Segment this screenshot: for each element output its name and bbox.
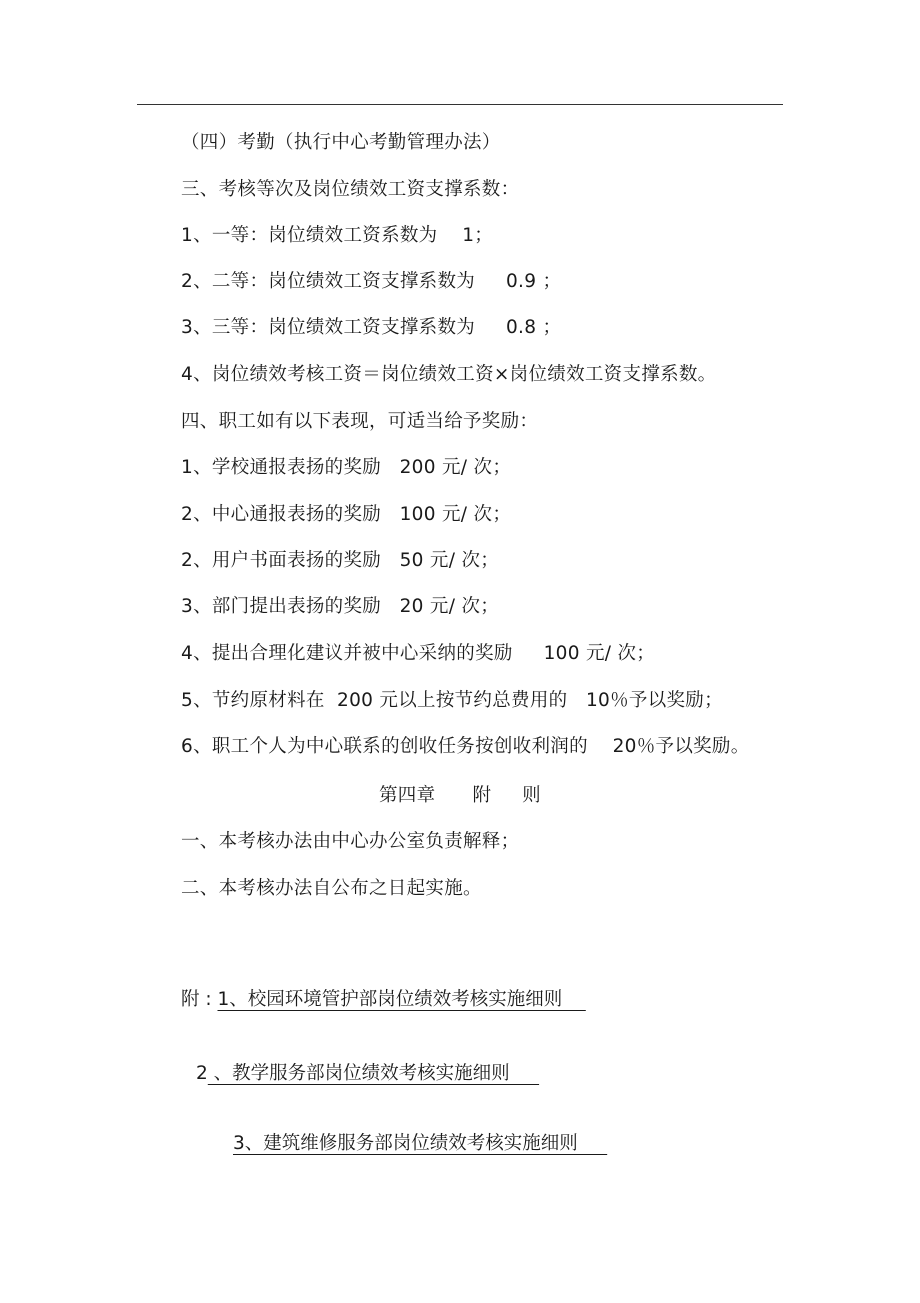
annex-link-2[interactable]: 、教学服务部岗位绩效考核实施细则 xyxy=(207,1063,540,1084)
annex-item-2 xyxy=(196,1063,539,1085)
reward-saving: 5、节约原材料在 200 元以上按节约总费用的 10％予以奖励； xyxy=(181,690,723,711)
reward-center: 2、中心通报表扬的奖励 100 元/ 次； xyxy=(181,504,512,525)
closing-effective: 二、本考核办法自公布之日起实施。 xyxy=(181,878,482,899)
section-grade-heading: 三、考核等次及岗位绩效工资支撑系数： xyxy=(181,179,520,200)
reward-suggestion: 4、提出合理化建议并被中心采纳的奖励 100 元/ 次； xyxy=(181,643,656,664)
grade-second: 2、二等：岗位绩效工资支撑系数为 0.9 ； xyxy=(181,271,562,292)
reward-department: 3、部门提出表扬的奖励 20 元/ 次； xyxy=(181,596,500,617)
annex-link-1[interactable]: 1、校园环境管护部岗位绩效考核实施细则 xyxy=(217,989,586,1010)
annex-item-1 xyxy=(181,989,586,1011)
closing-interpretation: 一、本考核办法由中心办公室负责解释； xyxy=(181,831,520,852)
grade-third: 3、三等：岗位绩效工资支撑系数为 0.8 ； xyxy=(181,317,562,338)
annex-link-3[interactable]: 3、建筑维修服务部岗位绩效考核实施细则 xyxy=(233,1133,608,1154)
reward-school: 1、学校通报表扬的奖励 200 元/ 次； xyxy=(181,457,512,478)
reward-user: 2、用户书面表扬的奖励 50 元/ 次； xyxy=(181,550,500,571)
section-reward-heading: 四、职工如有以下表现，可适当给予奖励： xyxy=(181,411,539,432)
reward-income: 6、职工个人为中心联系的创收任务按创收利润的 20％予以奖励。 xyxy=(181,736,750,757)
header-rule xyxy=(137,104,783,105)
attendance-item: （四）考勤（执行中心考勤管理办法） xyxy=(181,132,501,153)
grade-first: 1、一等：岗位绩效工资系数为 1； xyxy=(181,225,494,246)
chapter-heading: 第四章 附 则 xyxy=(379,785,541,806)
salary-formula: 4、岗位绩效考核工资＝岗位绩效工资×岗位绩效工资支撑系数。 xyxy=(181,364,717,385)
annex-number-2: 2 xyxy=(196,1063,208,1084)
annex-prefix: 附 : xyxy=(181,989,218,1010)
annex-item-3 xyxy=(233,1133,607,1155)
